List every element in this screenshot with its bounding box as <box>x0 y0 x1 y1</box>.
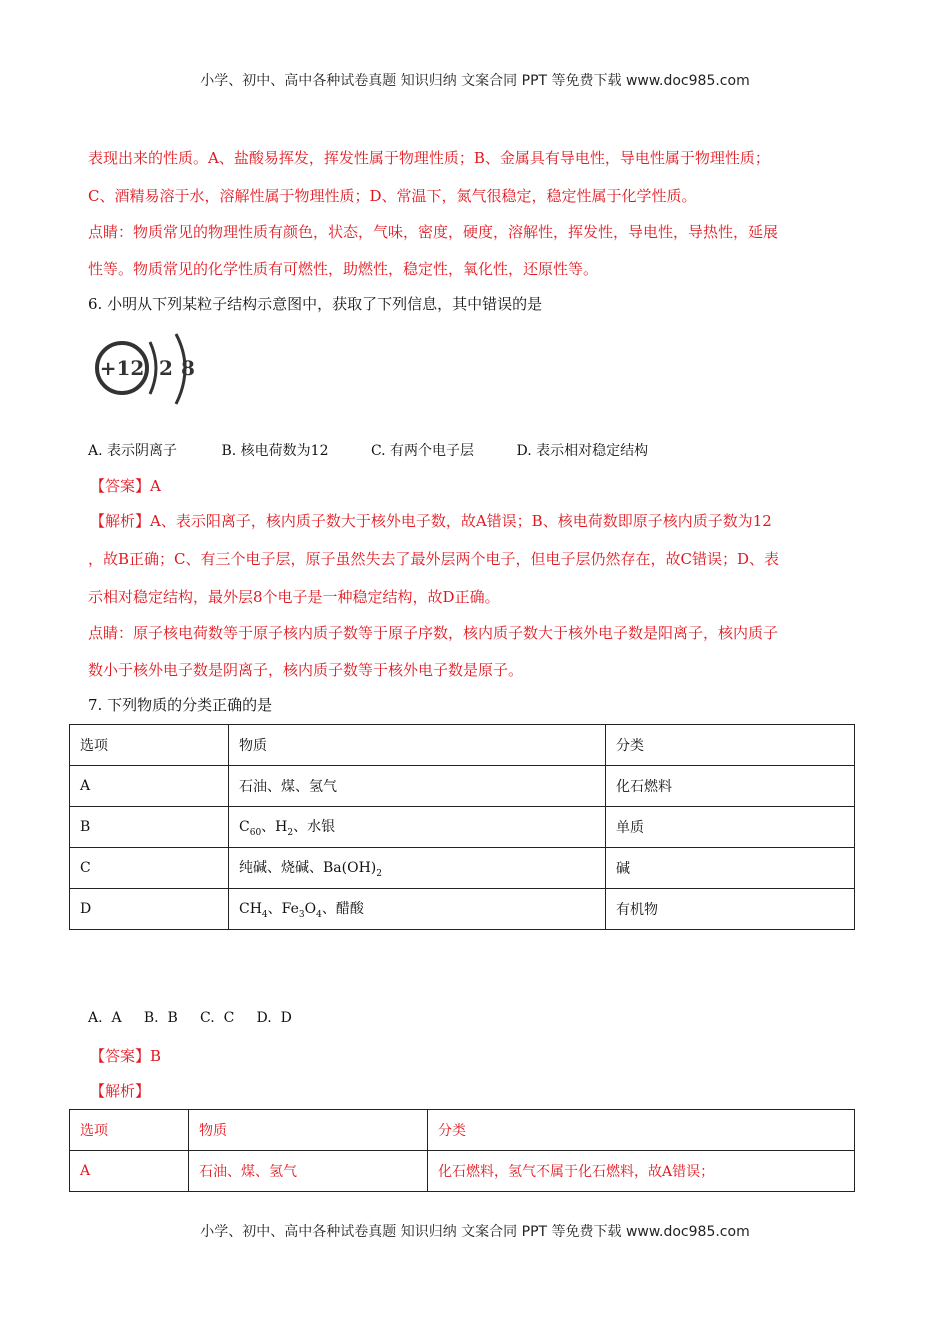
header-cell: 物质 <box>229 725 606 766</box>
table-header-row <box>70 1110 855 1151</box>
q5-tip-line: 点睛：物质常见的物理性质有颜色，状态，气味，密度，硬度，溶解性，挥发性，导电性，导热性，延展 <box>88 223 779 241</box>
table-cell: 化石燃料 <box>606 766 855 807</box>
table-cell: A <box>70 766 229 807</box>
table-header-row <box>70 725 855 766</box>
table-cell: A <box>70 1151 189 1192</box>
table-row <box>70 766 855 807</box>
header-cell: 物质 <box>189 1110 428 1151</box>
table-cell: 石油、煤、氢气 <box>229 766 606 807</box>
q5-analysis-line: 表现出来的性质。A、盐酸易挥发，挥发性属于物理性质；B、金属具有导电性，导电性属于物理性质； <box>88 149 770 167</box>
page-footer: 小学、初中、高中各种试卷真题 知识归纳 文案合同 PPT 等免费下载 www.doc985.com <box>200 1224 750 1240</box>
q6-analysis-line: 【解析】A、表示阳离子，核内质子数大于核外电子数，故A错误；B、核电荷数即原子核内质子数为12 <box>90 512 772 530</box>
q6-tip-line: 数小于核外电子数是阴离子，核内质子数等于核外电子数是原子。 <box>88 661 524 679</box>
atom-structure-diagram <box>88 328 208 414</box>
table-row <box>70 807 855 848</box>
option-b: B. 核电荷数为12 <box>221 443 329 459</box>
electron-shell-1 <box>150 342 156 394</box>
table-cell: 化石燃料，氢气不属于化石燃料，故A错误； <box>428 1151 855 1192</box>
q7-options: A. A B. B C. C D. D <box>88 1010 292 1026</box>
table-cell: $C_{60}$、$H_2$、水银 <box>229 807 606 848</box>
table-cell: 纯碱、烧碱、$Ba(OH)_2$ <box>229 848 606 889</box>
option-c: C. 有两个电子层 <box>370 443 475 459</box>
q5-tip-line: 性等。物质常见的化学性质有可燃性，助燃性，稳定性，氧化性，还原性等。 <box>88 260 599 278</box>
option-a: A. 表示阴离子 <box>88 443 178 459</box>
table-cell: 石油、煤、氢气 <box>189 1151 428 1192</box>
q6-analysis-line: ，故B正确；C、有三个电子层，原子虽然失去了最外层两个电子，但电子层仍然存在，故C错误；D、表 <box>88 550 780 568</box>
header-cell: 分类 <box>428 1110 855 1151</box>
q7-question: 7. 下列物质的分类正确的是 <box>88 696 273 714</box>
shell-2-electrons: 8 <box>181 356 195 380</box>
q6-analysis-line: 示相对稳定结构，最外层8个电子是一种稳定结构，故D正确。 <box>88 588 500 606</box>
q6-question: 6. 小明从下列某粒子结构示意图中，获取了下列信息，其中错误的是 <box>88 295 543 313</box>
q7-analysis-table <box>69 1109 855 1192</box>
q7-answer: 【答案】B <box>90 1047 162 1065</box>
shell-1-electrons: 2 <box>159 356 173 380</box>
table-row <box>70 1151 855 1192</box>
table-cell: D <box>70 889 229 930</box>
nucleus-charge: +12 <box>99 356 145 380</box>
q6-tip-line: 点睛：原子核电荷数等于原子核内质子数等于原子序数，核内质子数大于核外电子数是阳离子，核内质子 <box>88 624 779 642</box>
table-cell: 单质 <box>606 807 855 848</box>
q6-answer: 【答案】A <box>90 477 161 495</box>
table-cell: B <box>70 807 229 848</box>
table-cell: 碱 <box>606 848 855 889</box>
table-row <box>70 848 855 889</box>
header-cell: 分类 <box>606 725 855 766</box>
table-row <box>70 889 855 930</box>
header-cell: 选项 <box>70 1110 189 1151</box>
q6-options <box>88 440 868 460</box>
q7-analysis-label: 【解析】 <box>90 1082 151 1100</box>
page-header: 小学、初中、高中各种试卷真题 知识归纳 文案合同 PPT 等免费下载 www.doc985.com <box>200 73 750 89</box>
table-cell: 有机物 <box>606 889 855 930</box>
table-cell: C <box>70 848 229 889</box>
table-cell: $CH_4$、$Fe_3O_4$、醋酸 <box>229 889 606 930</box>
header-cell: 选项 <box>70 725 229 766</box>
option-d: D. 表示相对稳定结构 <box>516 443 649 459</box>
q5-analysis-line: C、酒精易溶于水，溶解性属于物理性质；D、常温下，氮气很稳定，稳定性属于化学性质。 <box>88 187 697 205</box>
q7-classification-table <box>69 724 855 930</box>
